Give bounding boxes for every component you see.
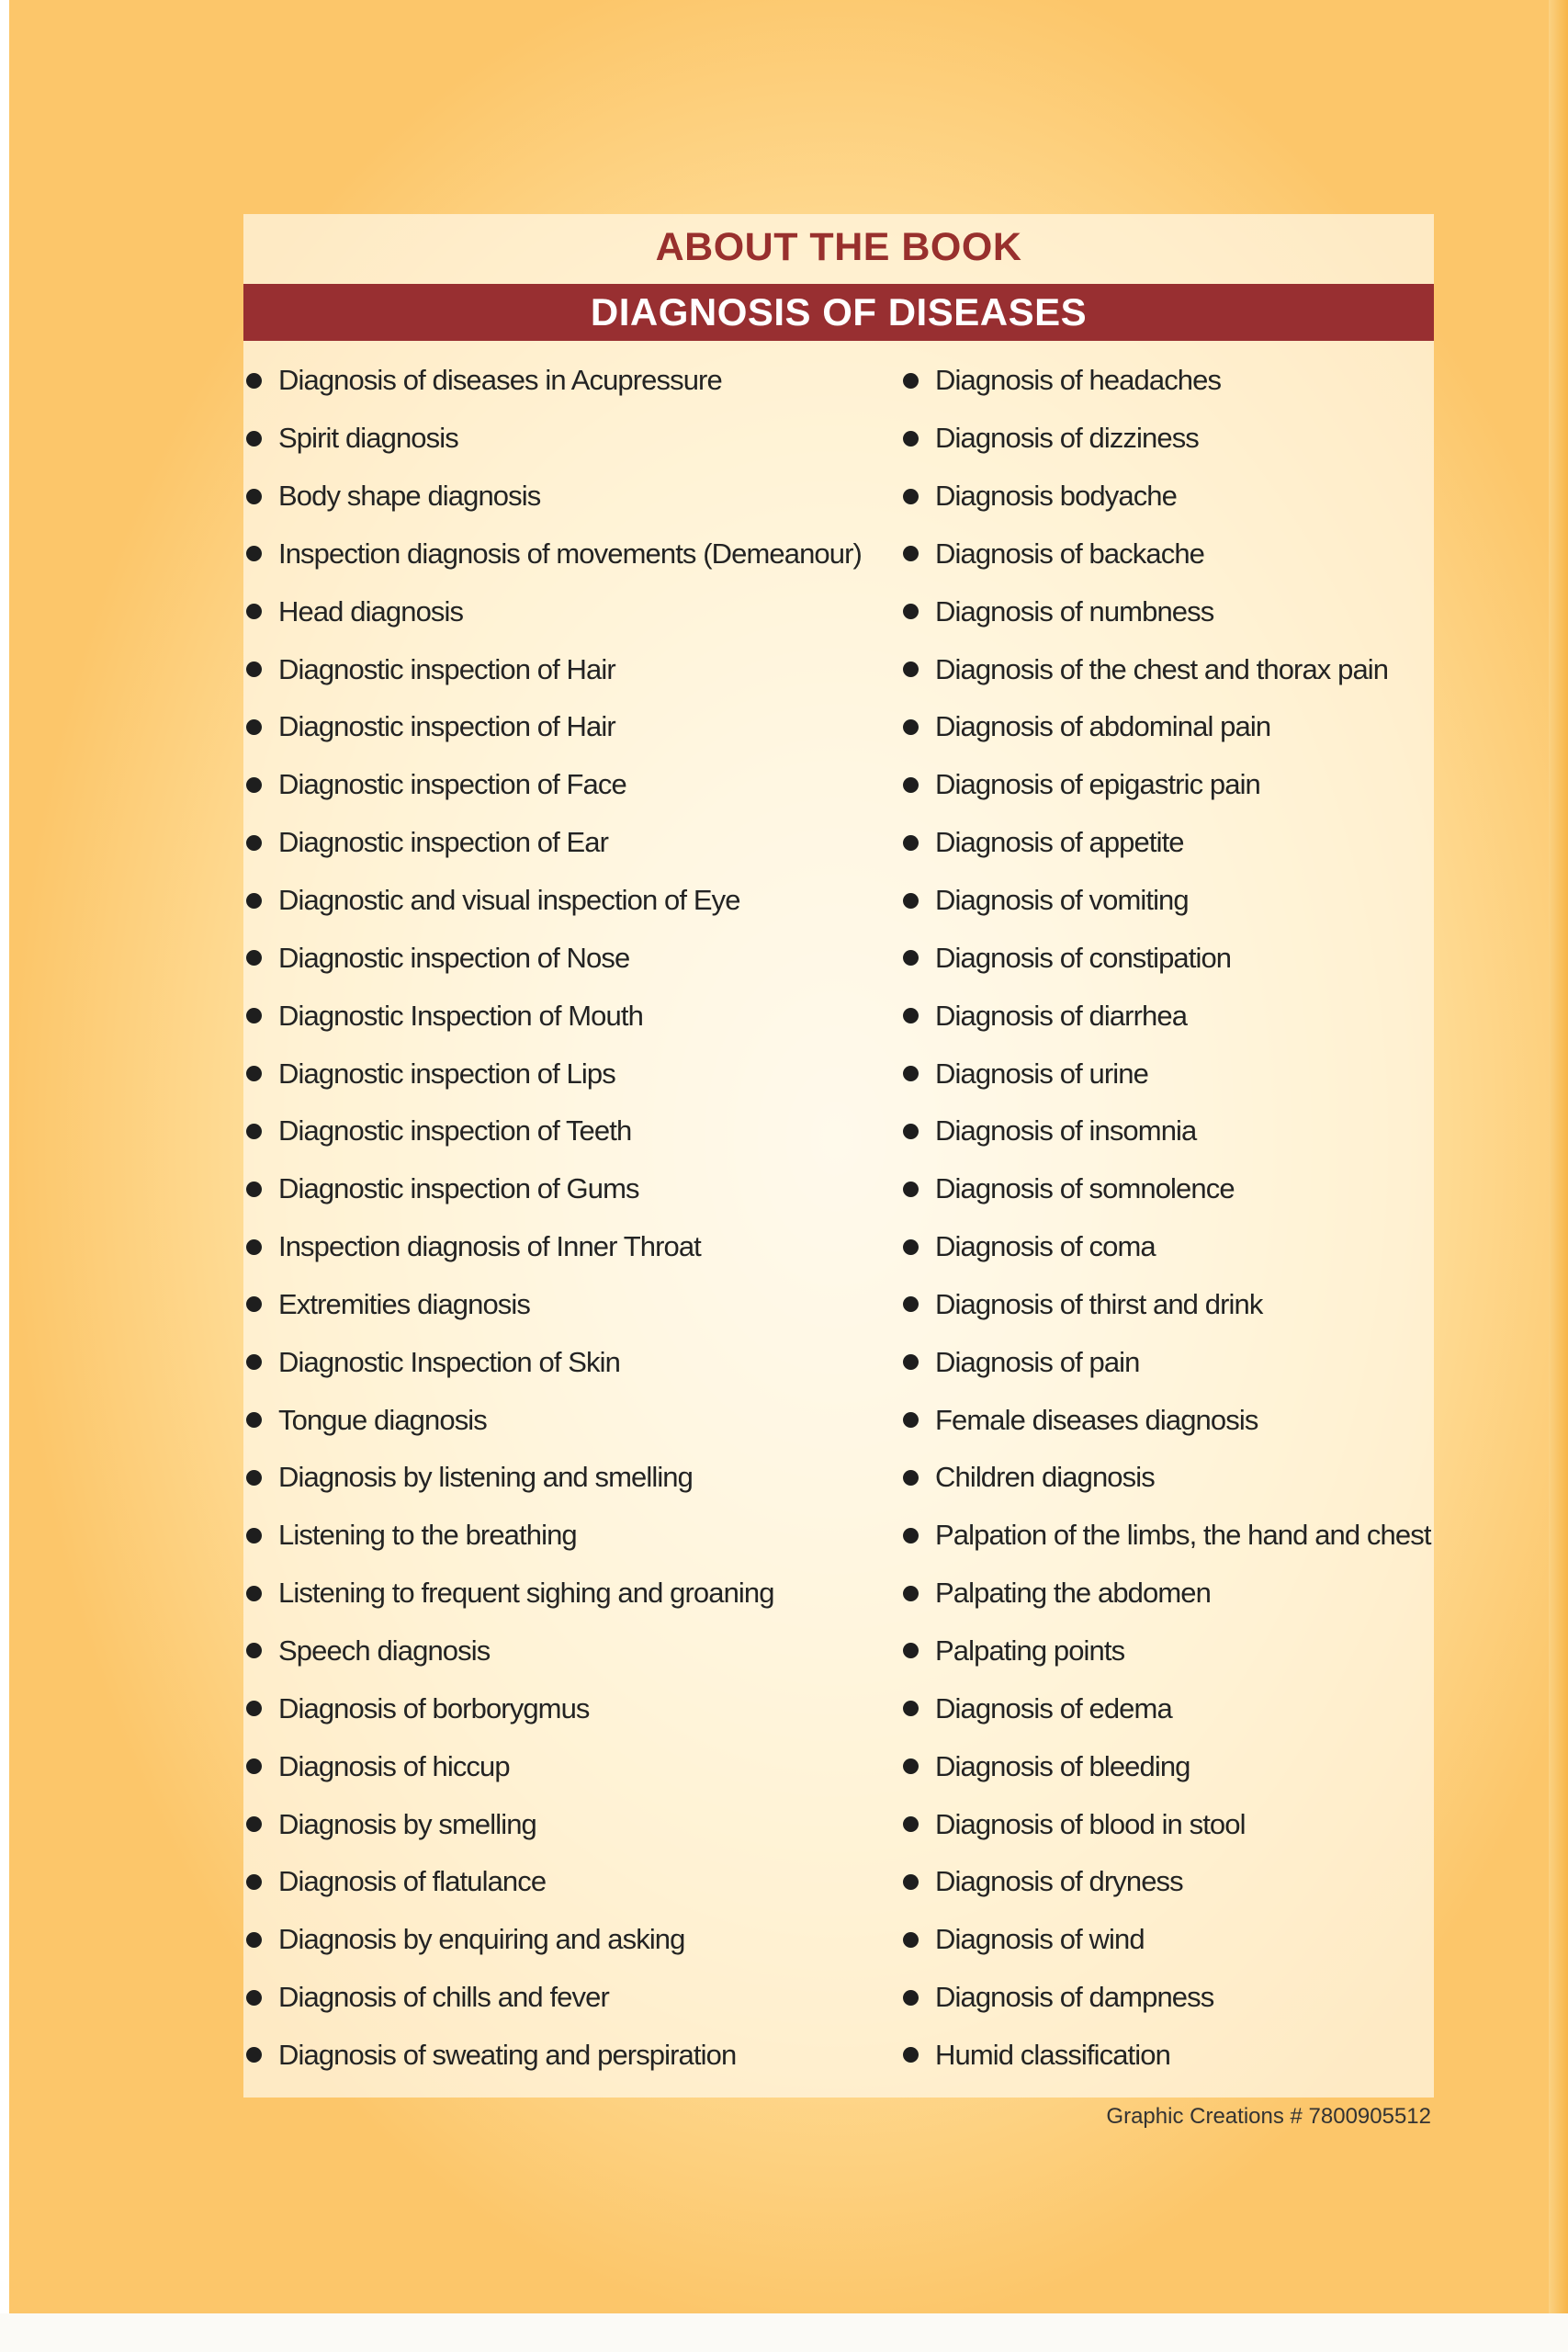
list-item-text: Diagnosis of diseases in Acupressure <box>278 364 722 397</box>
list-item <box>243 872 900 930</box>
list-item <box>900 814 1451 872</box>
list-item-text: Palpating points <box>935 1634 1125 1667</box>
list-item-text: Diagnostic inspection of Hair <box>278 710 615 743</box>
bullet-icon <box>903 893 919 909</box>
list-item-text: Palpation of the limbs, the hand and chest <box>935 1519 1431 1552</box>
bullet-icon <box>903 1470 919 1486</box>
list-item-text: Diagnosis of headaches <box>935 364 1222 397</box>
list-item-text: Diagnosis of abdominal pain <box>935 710 1271 743</box>
bullet-icon <box>903 1182 919 1197</box>
bullet-icon <box>246 489 262 504</box>
list-item-text: Diagnosis of borborygmus <box>278 1691 590 1724</box>
list-item-text: Diagnosis of dampness <box>935 1981 1214 2014</box>
list-item-text: Diagnosis by listening and smelling <box>278 1461 693 1494</box>
bullet-icon <box>246 1124 262 1139</box>
list-item-text: Diagnosis of somnolence <box>935 1172 1235 1205</box>
bullet-icon <box>246 2047 262 2063</box>
list-item <box>900 582 1451 640</box>
bullet-icon <box>903 1008 919 1023</box>
bottom-edge-strip <box>0 2313 1568 2352</box>
list-item-text: Diagnostic inspection of Nose <box>278 941 630 974</box>
bullet-icon <box>246 1008 262 1023</box>
bullet-icon <box>903 1124 919 1139</box>
list-item-text: Diagnosis of chills and fever <box>278 1981 609 2014</box>
list-item <box>243 756 900 814</box>
list-item-text: Diagnostic and visual inspection of Eye <box>278 884 740 917</box>
list-item-text: Diagnosis of pain <box>935 1345 1140 1378</box>
section-banner: DIAGNOSIS OF DISEASES <box>243 284 1434 341</box>
list-item <box>900 929 1451 987</box>
bullet-icon <box>903 835 919 851</box>
list-item <box>243 640 900 698</box>
list-item-text: Listening to the breathing <box>278 1519 577 1552</box>
list-item-text: Diagnosis of wind <box>935 1923 1145 1956</box>
list-item-text: Diagnosis of hiccup <box>278 1749 510 1782</box>
bullet-icon <box>246 719 262 735</box>
list-item-text: Diagnosis of bleeding <box>935 1749 1190 1782</box>
bullet-icon <box>903 1239 919 1255</box>
bullet-icon <box>903 2047 919 2063</box>
list-item-text: Diagnostic inspection of Lips <box>278 1057 615 1090</box>
list-item-text: Diagnosis of numbness <box>935 594 1214 628</box>
list-item-text: Diagnosis of appetite <box>935 826 1184 859</box>
list-item-text: Diagnosis of flatulance <box>278 1865 547 1898</box>
bullet-icon <box>903 489 919 504</box>
right-topic-list <box>900 352 1451 2084</box>
list-item <box>243 410 900 468</box>
bullet-icon <box>246 1354 262 1370</box>
bullet-icon <box>246 950 262 966</box>
list-item <box>243 1391 900 1449</box>
list-item-text: Palpating the abdomen <box>935 1577 1211 1610</box>
bullet-icon <box>903 1412 919 1428</box>
list-item <box>900 526 1451 583</box>
list-item <box>900 468 1451 526</box>
bullet-icon <box>903 950 919 966</box>
list-item <box>900 1679 1451 1737</box>
list-item <box>243 1218 900 1276</box>
list-item <box>900 1853 1451 1911</box>
about-title: ABOUT THE BOOK <box>655 225 1022 269</box>
list-item <box>243 352 900 410</box>
list-item <box>243 1679 900 1737</box>
list-item-text: Diagnosis of constipation <box>935 941 1232 974</box>
list-item-text: Diagnosis of edema <box>935 1691 1172 1724</box>
list-item-text: Listening to frequent sighing and groaning <box>278 1577 774 1610</box>
list-item-text: Diagnostic inspection of Ear <box>278 826 609 859</box>
bullet-icon <box>246 546 262 561</box>
bullet-icon <box>903 1354 919 1370</box>
list-item <box>243 698 900 756</box>
list-item <box>900 640 1451 698</box>
list-item-text: Diagnosis of coma <box>935 1230 1156 1263</box>
bullet-icon <box>903 1758 919 1774</box>
bullet-icon <box>246 662 262 677</box>
list-item-text: Diagnosis of diarrhea <box>935 999 1188 1032</box>
bullet-icon <box>903 719 919 735</box>
bullet-icon <box>246 1528 262 1544</box>
bullet-icon <box>903 1066 919 1081</box>
bullet-icon <box>246 604 262 619</box>
bullet-icon <box>246 777 262 793</box>
bullet-icon <box>246 1874 262 1890</box>
content-panel <box>243 214 1434 2098</box>
list-item-text: Diagnosis bodyache <box>935 480 1177 513</box>
list-item-text: Diagnostic inspection of Gums <box>278 1172 639 1205</box>
right-edge-strip <box>1549 0 1568 2313</box>
bullet-icon <box>246 1412 262 1428</box>
list-item <box>243 1449 900 1507</box>
list-item <box>243 1565 900 1623</box>
list-item-text: Tongue diagnosis <box>278 1403 487 1436</box>
list-item-text: Diagnosis by enquiring and asking <box>278 1923 685 1956</box>
list-item <box>243 814 900 872</box>
list-item <box>243 929 900 987</box>
bullet-icon <box>903 1586 919 1601</box>
list-item <box>900 1449 1451 1507</box>
list-item <box>243 987 900 1045</box>
list-item-text: Diagnosis of dizziness <box>935 422 1199 455</box>
list-item <box>243 1045 900 1102</box>
list-item-text: Diagnosis of the chest and thorax pain <box>935 652 1389 685</box>
list-item-text: Diagnosis of backache <box>935 537 1205 570</box>
list-item <box>243 1853 900 1911</box>
list-item-text: Diagnostic inspection of Hair <box>278 652 615 685</box>
list-item-text: Diagnostic inspection of Face <box>278 768 626 801</box>
bullet-icon <box>246 1296 262 1312</box>
list-item-text: Body shape diagnosis <box>278 480 541 513</box>
bullet-icon <box>246 1182 262 1197</box>
list-item <box>900 1737 1451 1795</box>
bullet-icon <box>903 431 919 447</box>
graphic-credit: Graphic Creations # 7800905512 <box>1106 2104 1431 2129</box>
list-item-text: Inspection diagnosis of movements (Demeanour) <box>278 537 862 570</box>
list-item <box>900 1160 1451 1218</box>
list-item <box>243 2026 900 2084</box>
bullet-icon <box>903 1296 919 1312</box>
bullet-icon <box>903 1990 919 2006</box>
list-item <box>243 526 900 583</box>
list-item-text: Diagnosis of dryness <box>935 1865 1183 1898</box>
list-item-text: Inspection diagnosis of Inner Throat <box>278 1230 701 1263</box>
bullet-icon <box>903 1528 919 1544</box>
bullet-icon <box>246 431 262 447</box>
list-item <box>243 1160 900 1218</box>
list-item <box>900 1045 1451 1102</box>
bullet-icon <box>246 1643 262 1658</box>
bullet-icon <box>246 1932 262 1948</box>
list-item-text: Diagnosis of vomiting <box>935 884 1189 917</box>
list-item-text: Diagnostic inspection of Teeth <box>278 1114 632 1148</box>
list-item <box>243 1102 900 1160</box>
bullet-icon <box>903 373 919 389</box>
list-item <box>900 1623 1451 1680</box>
list-item <box>900 872 1451 930</box>
bullet-icon <box>246 1470 262 1486</box>
list-item-text: Children diagnosis <box>935 1461 1155 1494</box>
list-item <box>900 1333 1451 1391</box>
bullet-icon <box>246 893 262 909</box>
left-topic-list <box>243 352 900 2084</box>
bullet-icon <box>246 1239 262 1255</box>
list-item <box>900 1969 1451 2027</box>
list-item <box>243 1333 900 1391</box>
list-item <box>900 987 1451 1045</box>
bullet-icon <box>903 1701 919 1716</box>
list-item <box>900 698 1451 756</box>
bullet-icon <box>246 1701 262 1716</box>
bullet-icon <box>246 373 262 389</box>
bullet-icon <box>903 1874 919 1890</box>
list-item <box>900 352 1451 410</box>
list-item <box>900 1218 1451 1276</box>
list-item-text: Spirit diagnosis <box>278 422 458 455</box>
bullet-icon <box>903 1643 919 1658</box>
list-item-text: Speech diagnosis <box>278 1634 491 1667</box>
bullet-icon <box>903 662 919 677</box>
bullet-icon <box>246 1066 262 1081</box>
list-item-text: Diagnosis of epigastric pain <box>935 768 1260 801</box>
list-item <box>243 468 900 526</box>
list-item <box>900 2026 1451 2084</box>
list-item-text: Diagnostic Inspection of Skin <box>278 1345 620 1378</box>
list-item <box>900 1276 1451 1334</box>
list-item-text: Diagnostic Inspection of Mouth <box>278 999 643 1032</box>
list-item <box>900 1507 1451 1565</box>
list-item-text: Diagnosis of sweating and perspiration <box>278 2038 737 2071</box>
bullet-icon <box>903 777 919 793</box>
bullet-icon <box>246 1816 262 1832</box>
list-item <box>900 756 1451 814</box>
list-item <box>900 410 1451 468</box>
list-item-text: Humid classification <box>935 2038 1170 2071</box>
bullet-icon <box>246 835 262 851</box>
list-item <box>243 582 900 640</box>
list-item <box>900 1911 1451 1969</box>
list-item-text: Diagnosis of blood in stool <box>935 1807 1246 1840</box>
bullet-icon <box>246 1990 262 2006</box>
list-item-text: Diagnosis by smelling <box>278 1807 536 1840</box>
list-item <box>243 1795 900 1853</box>
list-item <box>243 1911 900 1969</box>
bullet-icon <box>903 546 919 561</box>
list-item <box>900 1391 1451 1449</box>
list-item <box>900 1102 1451 1160</box>
list-item <box>243 1737 900 1795</box>
list-item-text: Head diagnosis <box>278 594 464 628</box>
list-item-text: Diagnosis of urine <box>935 1057 1148 1090</box>
list-item <box>900 1565 1451 1623</box>
bullet-icon <box>903 1932 919 1948</box>
list-item-text: Diagnosis of thirst and drink <box>935 1287 1263 1320</box>
list-item <box>243 1276 900 1334</box>
bullet-icon <box>246 1758 262 1774</box>
bullet-icon <box>246 1586 262 1601</box>
list-item <box>243 1969 900 2027</box>
list-item <box>243 1623 900 1680</box>
list-item-text: Diagnosis of insomnia <box>935 1114 1197 1148</box>
bullet-icon <box>903 604 919 619</box>
list-item-text: Female diseases diagnosis <box>935 1403 1258 1436</box>
list-item-text: Extremities diagnosis <box>278 1287 530 1320</box>
bullet-icon <box>903 1816 919 1832</box>
list-item <box>243 1507 900 1565</box>
list-item <box>900 1795 1451 1853</box>
